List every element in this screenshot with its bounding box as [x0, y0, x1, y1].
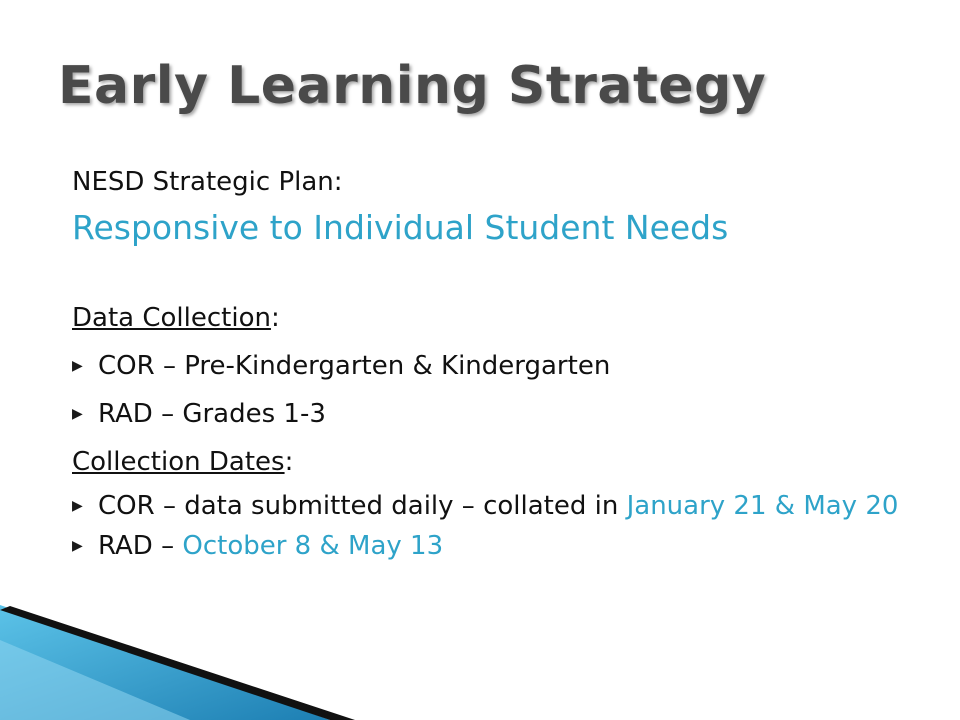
collection-dates-label: Collection Dates [72, 447, 285, 477]
plan-label: NESD Strategic Plan: [72, 167, 343, 197]
list-item [72, 526, 932, 574]
collection-dates-heading [72, 442, 932, 490]
slide-title: Early Learning Strategy [58, 56, 767, 116]
right-triangle-icon: ▶ [72, 406, 83, 422]
data-collection-colon: : [270, 303, 280, 333]
list-item [72, 346, 932, 394]
collection-dates-item-0-dates: January 21 & May 20 [626, 491, 899, 521]
right-triangle-icon: ▶ [72, 358, 83, 374]
right-triangle-icon: ▶ [72, 538, 83, 554]
data-collection-heading [72, 298, 932, 346]
slide-body [72, 162, 932, 574]
data-collection-item-0: COR – Pre-Kindergarten & Kindergarten [98, 351, 611, 381]
data-collection-label: Data Collection [72, 303, 271, 333]
list-item [72, 490, 932, 522]
right-triangle-icon: ▶ [72, 498, 83, 514]
data-collection-item-1: RAD – Grades 1-3 [98, 399, 326, 429]
plan-title: Responsive to Individual Student Needs [72, 208, 729, 247]
collection-dates-item-0-prefix: COR – data submitted daily – collated in [98, 491, 627, 521]
list-item [72, 394, 932, 442]
collection-dates-item-1-prefix: RAD – [98, 531, 183, 561]
collection-dates-item-1-dates: October 8 & May 13 [182, 531, 444, 561]
collection-dates-colon: : [284, 447, 294, 477]
